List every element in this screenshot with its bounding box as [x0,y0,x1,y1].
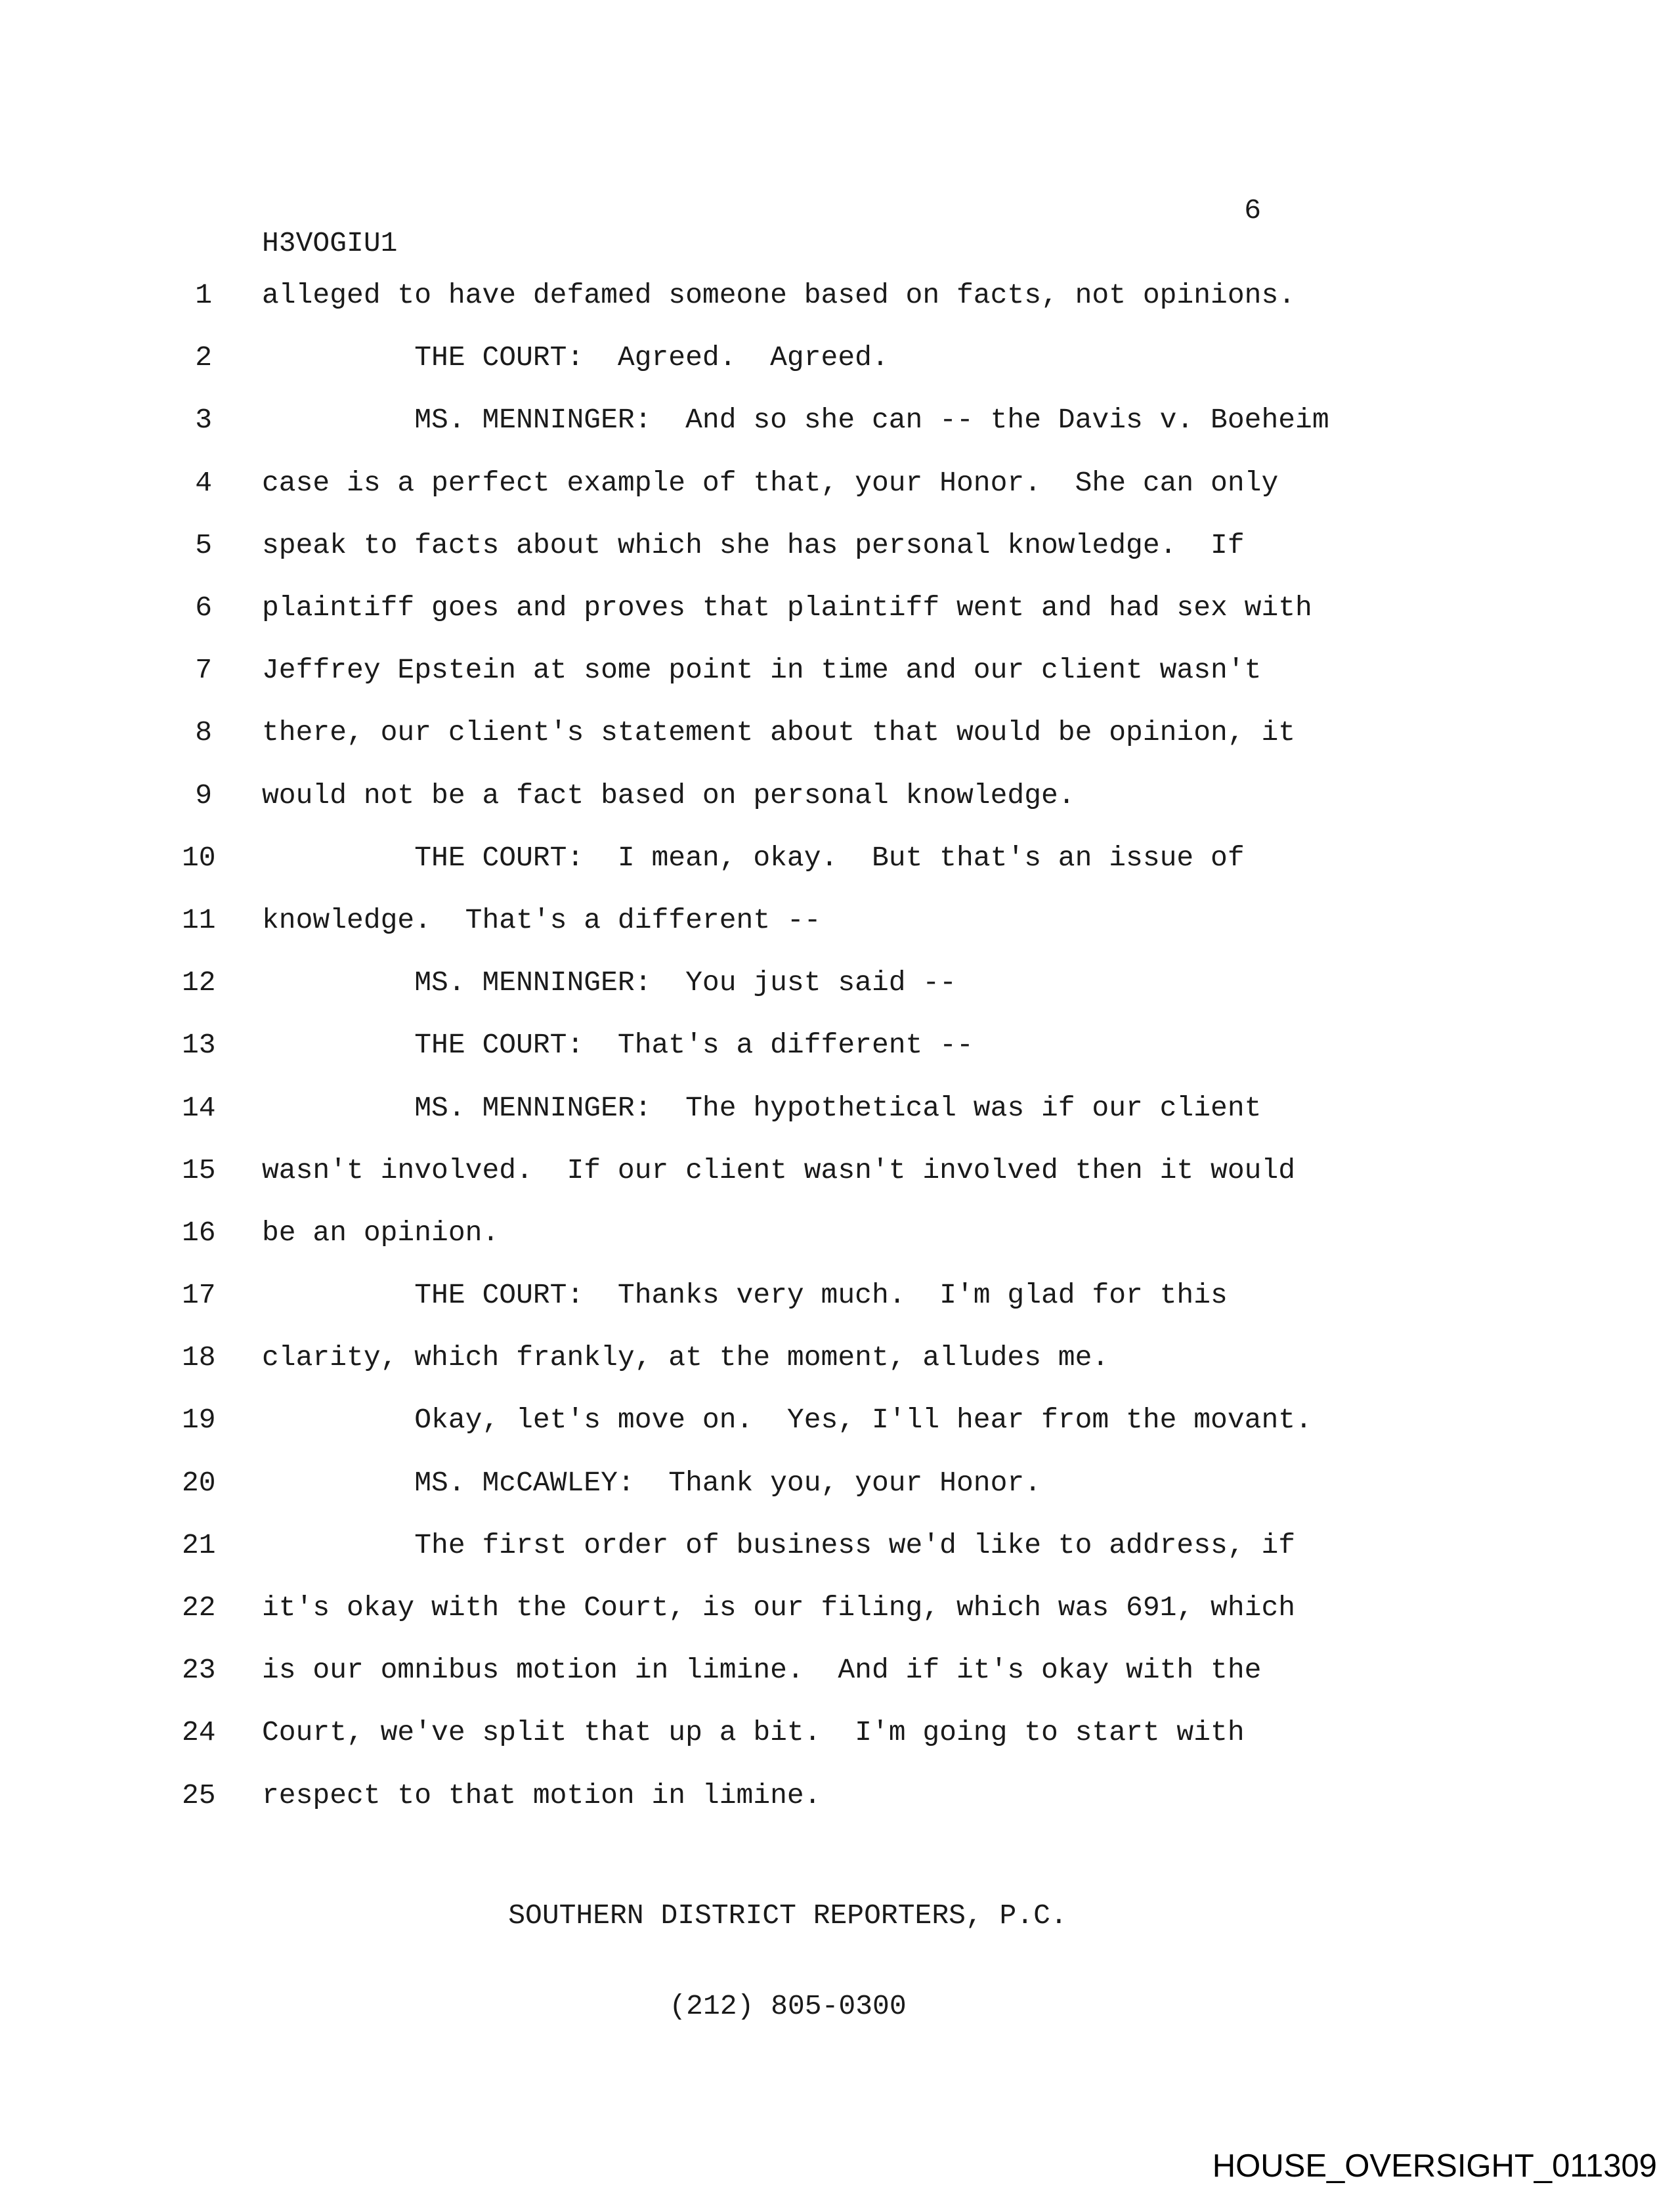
transcript-line [182,1452,1329,1514]
transcript-line [182,1764,1329,1827]
transcript-line [182,1576,1329,1639]
transcript-line [182,639,1329,701]
page-number: 6 [1244,194,1261,227]
line-number: 16 [182,1216,216,1249]
line-number: 5 [195,529,212,561]
transcript-line [182,326,1329,389]
line-text: plaintiff goes and proves that plaintiff went and had sex with [262,592,1312,624]
line-number: 22 [182,1592,216,1624]
transcript-line [182,1639,1329,1701]
line-text: is our omnibus motion in limine. And if it's okay with the [262,1654,1262,1687]
line-number: 9 [195,779,212,812]
transcript-line [182,1701,1329,1764]
line-number: 17 [182,1279,216,1312]
transcript-line [182,1389,1329,1451]
line-text: THE COURT: I mean, okay. But that's an issue of [262,841,1245,874]
transcript-line [182,1139,1329,1202]
transcript-body [182,264,1329,1827]
line-text: clarity, which frankly, at the moment, alludes me. [262,1341,1109,1374]
line-number: 20 [182,1466,216,1499]
transcript-line [182,1076,1329,1139]
transcript-line [182,1264,1329,1326]
transcript-line [182,1326,1329,1389]
reporter-name: SOUTHERN DISTRICT REPORTERS, P.C. [508,1899,1067,1932]
line-text: it's okay with the Court, is our filing, which was 691, which [262,1592,1296,1624]
transcript-line [182,701,1329,764]
line-number: 15 [182,1154,216,1186]
line-text: there, our client's statement about that would be opinion, it [262,716,1296,749]
line-text: speak to facts about which she has personal knowledge. If [262,529,1245,561]
line-text: MS. MENNINGER: You just said -- [262,966,956,999]
line-text: case is a perfect example of that, your Honor. She can only [262,466,1279,499]
line-number: 23 [182,1654,216,1687]
line-number: 19 [182,1404,216,1437]
reporter-footer [263,1840,1313,2052]
line-number: 4 [195,466,212,499]
line-number: 3 [195,404,212,437]
line-text: would not be a fact based on personal knowledge. [262,779,1075,812]
line-number: 18 [182,1341,216,1374]
bates-number: HOUSE_OVERSIGHT_011309 [1212,2148,1657,2184]
line-text: wasn't involved. If our client wasn't involved then it would [262,1154,1296,1186]
line-text: knowledge. That's a different -- [262,903,821,936]
line-number: 2 [195,341,212,374]
transcript-line [182,389,1329,451]
line-number: 12 [182,966,216,999]
transcript-line [182,951,1329,1014]
line-number: 21 [182,1529,216,1561]
line-text: The first order of business we'd like to address, if [262,1529,1296,1561]
line-text: Court, we've split that up a bit. I'm going to start with [262,1716,1245,1749]
line-number: 25 [182,1779,216,1811]
transcript-line [182,1014,1329,1076]
line-text: THE COURT: Thanks very much. I'm glad for this [262,1279,1228,1312]
line-number: 6 [195,592,212,624]
transcript-line [182,264,1329,326]
transcript-line [182,452,1329,514]
line-text: Jeffrey Epstein at some point in time and our client wasn't [262,654,1262,687]
transcript-line [182,827,1329,889]
line-text: MS. MENNINGER: The hypothetical was if our client [262,1091,1262,1124]
transcript-id: H3VOGIU1 [262,227,398,259]
transcript-line [182,889,1329,951]
transcript-line [182,514,1329,576]
line-number: 1 [195,279,212,312]
line-number: 11 [182,903,216,936]
line-number: 24 [182,1716,216,1749]
line-text: MS. MENNINGER: And so she can -- the Davis v. Boeheim [262,404,1329,437]
line-number: 10 [182,841,216,874]
reporter-phone: (212) 805-0300 [669,1990,907,2022]
transcript-line [182,1514,1329,1576]
line-number: 14 [182,1091,216,1124]
line-number: 13 [182,1029,216,1062]
line-number: 8 [195,716,212,749]
transcript-line [182,1202,1329,1264]
transcript-line [182,576,1329,639]
transcript-line [182,764,1329,827]
line-text: respect to that motion in limine. [262,1779,821,1811]
line-text: MS. McCAWLEY: Thank you, your Honor. [262,1466,1041,1499]
line-text: be an opinion. [262,1216,500,1249]
line-text: alleged to have defamed someone based on facts, not opinions. [262,279,1296,312]
line-number: 7 [195,654,212,687]
line-text: THE COURT: That's a different -- [262,1029,974,1062]
line-text: THE COURT: Agreed. Agreed. [262,341,889,374]
line-text: Okay, let's move on. Yes, I'll hear from the movant. [262,1404,1312,1437]
